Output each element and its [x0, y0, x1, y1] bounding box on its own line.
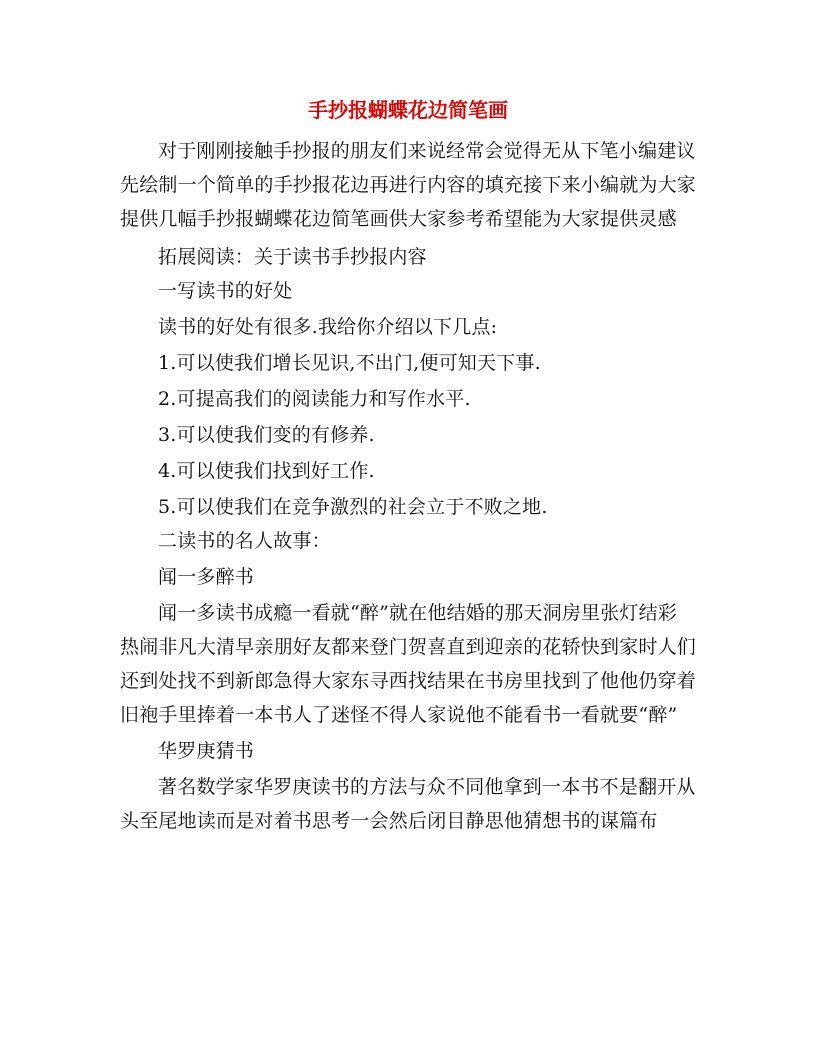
- list-item: 5.可以使我们在竞争激烈的社会立于不败之地.: [158, 496, 548, 518]
- list-item: 1.可以使我们增长见识,不出门,便可知天下事.: [158, 352, 541, 374]
- list-item: 2.可提高我们的阅读能力和写作水平.: [158, 388, 471, 410]
- intro-paragraph: 对于刚刚接触手抄报的朋友们来说经常会觉得无从下笔小编建议先绘制一个简单的手抄报花边再进行内容的填充接下来小编就为大家提供几幅手抄报蝴蝶花边简笔画供大家参考希望能为大家提供灵感: [120, 140, 697, 230]
- document-title: 手抄报蝴蝶花边简笔画: [308, 98, 508, 122]
- story-title-hua-luogeng: 华罗庚猜书: [158, 740, 255, 762]
- extended-reading-line: 拓展阅读：关于读书手抄报内容: [158, 246, 427, 268]
- story-paragraph-hua-luogeng: 著名数学家华罗庚读书的方法与众不同他拿到一本书不是翻开从头至尾地读而是对着书思考一会然后闭目静思他猜想书的谋篇布: [120, 776, 696, 832]
- benefits-intro: 读书的好处有很多.我给你介绍以下几点:: [158, 316, 498, 338]
- story-title-wen-yiduo: 闻一多醉书: [158, 566, 255, 588]
- document-body: [120, 134, 696, 838]
- section-heading-stories: 二读书的名人故事：: [158, 530, 331, 552]
- section-heading-benefits: 一写读书的好处: [158, 280, 293, 302]
- story-paragraph-wen-yiduo: 闻一多读书成瘾一看就“醉”就在他结婚的那天洞房里张灯结彩热闹非凡大清早亲朋好友都来登门贺喜直到迎亲的花轿快到家时人们还到处找不到新郎急得大家东寻西找结果在书房里找到了他他仍穿着旧袍手里捧着一本书人了迷怪不得人家说他不能看书一看就要“醉”: [120, 602, 697, 726]
- list-item: 3.可以使我们变的有修养.: [158, 424, 375, 446]
- list-item: 4.可以使我们找到好工作.: [158, 460, 375, 482]
